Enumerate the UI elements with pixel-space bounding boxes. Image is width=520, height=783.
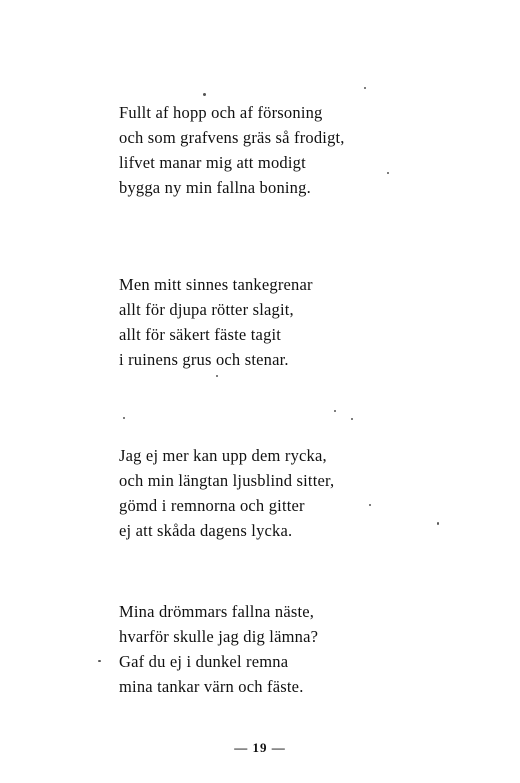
print-speck bbox=[387, 172, 389, 174]
poem-stanza bbox=[119, 443, 419, 543]
page-number: — 19 — bbox=[234, 740, 286, 755]
poem-stanza bbox=[119, 599, 419, 699]
poem-line: och min längtan ljusblind sitter, bbox=[119, 471, 335, 490]
print-speck bbox=[351, 418, 353, 420]
poem-line: allt för djupa rötter slagit, bbox=[119, 300, 294, 319]
poem-stanza bbox=[119, 272, 419, 372]
print-speck bbox=[364, 87, 366, 89]
poem-line: ej att skåda dagens lycka. bbox=[119, 521, 293, 540]
poem-line: i ruinens grus och stenar. bbox=[119, 350, 289, 369]
print-speck bbox=[216, 375, 218, 377]
poem-line: och som grafvens gräs så frodigt, bbox=[119, 128, 345, 147]
poem-stanza bbox=[119, 100, 419, 200]
poem-line: lifvet manar mig att modigt bbox=[119, 153, 306, 172]
print-speck bbox=[437, 522, 439, 525]
print-speck bbox=[98, 660, 101, 662]
poem-line: Jag ej mer kan upp dem rycka, bbox=[119, 446, 327, 465]
poem-line: Men mitt sinnes tankegrenar bbox=[119, 275, 313, 294]
poem-line: Fullt af hopp och af försoning bbox=[119, 103, 323, 122]
print-speck bbox=[334, 410, 336, 412]
print-speck bbox=[123, 417, 125, 419]
poem-line: Mina drömmars fallna näste, bbox=[119, 602, 315, 621]
poem-line: allt för säkert fäste tagit bbox=[119, 325, 282, 344]
poem-line: mina tankar värn och fäste. bbox=[119, 677, 304, 696]
poem-line: hvarför skulle jag dig lämna? bbox=[119, 627, 319, 646]
print-speck bbox=[369, 504, 371, 506]
poem-line: gömd i remnorna och gitter bbox=[119, 496, 305, 515]
poem-line: Gaf du ej i dunkel remna bbox=[119, 652, 289, 671]
print-speck bbox=[203, 93, 206, 96]
poem-line: bygga ny min fallna boning. bbox=[119, 178, 311, 197]
